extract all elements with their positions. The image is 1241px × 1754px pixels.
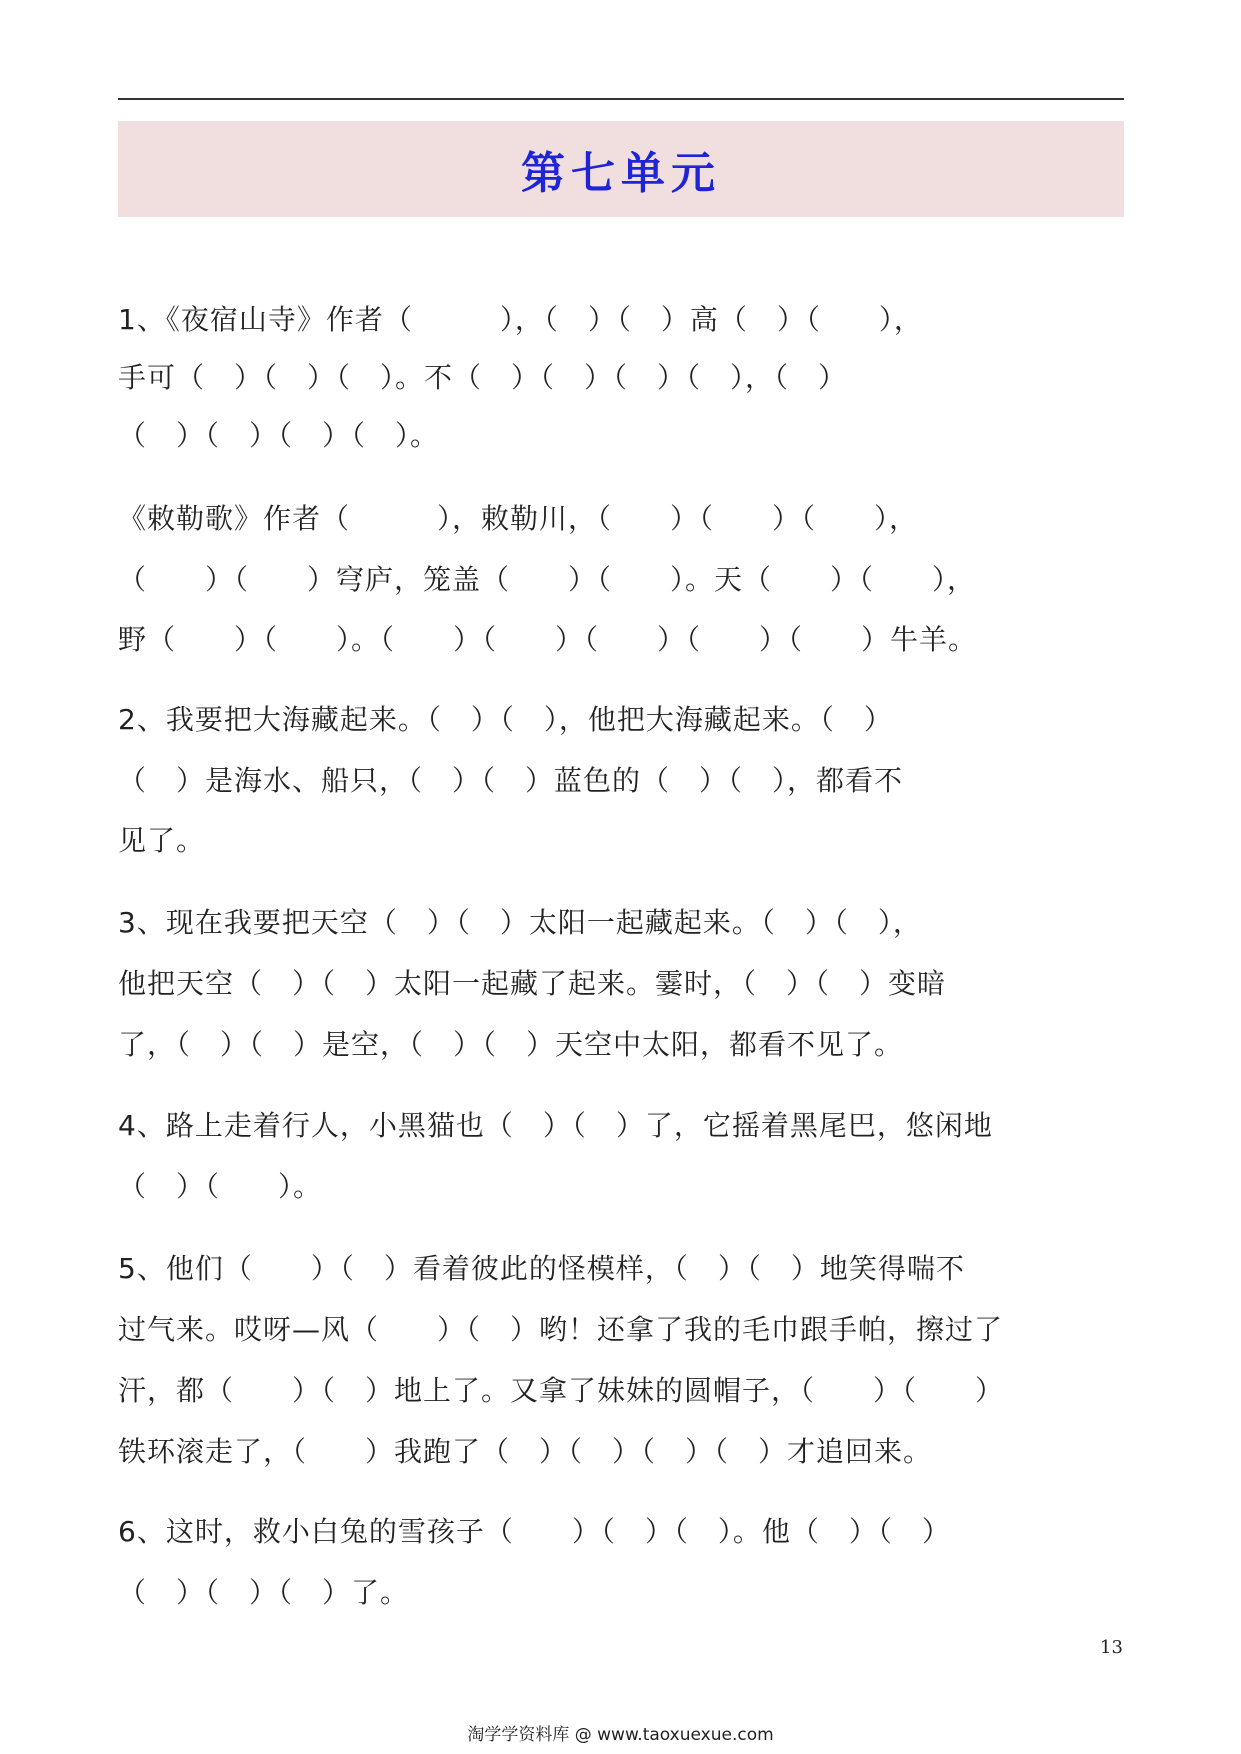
text-line: 了，（ ）（ ）是空，（ ）（ ）天空中太阳，都看不见了。 xyxy=(118,1028,904,1061)
text-line: （ ）（ ）。 xyxy=(118,1170,323,1203)
text-line: 野（ ）（ ）。（ ）（ ）（ ）（ ）（ ）牛羊。 xyxy=(118,623,978,656)
text-line: 1、《夜宿山寺》作者（ ），（ ）（ ）高（ ）（ ）， xyxy=(118,303,923,336)
text-line: 4、路上走着行人，小黑猫也（ ）（ ）了，它摇着黑尾巴，悠闲地 xyxy=(118,1109,993,1142)
text-line: 6、这时，救小白兔的雪孩子（ ）（ ）（ ）。他（ ）（ ） xyxy=(118,1515,951,1548)
top-rule xyxy=(118,98,1124,100)
text-line: 2、我要把大海藏起来。（ ）（ ），他把大海藏起来。（ ） xyxy=(118,703,893,736)
text-line: 他把天空（ ）（ ）太阳一起藏了起来。霎时，（ ）（ ）变暗 xyxy=(118,967,947,1000)
text-line: 见了。 xyxy=(118,824,206,857)
text-line: （ ）是海水、船只，（ ）（ ）蓝色的（ ）（ ），都看不 xyxy=(118,764,904,797)
text-line: 过气来。哎呀—风（ ）（ ）哟！还拿了我的毛巾跟手帕，擦过了 xyxy=(118,1313,1004,1346)
unit-banner xyxy=(118,121,1124,217)
text-line: 汗，都（ ）（ ）地上了。又拿了妹妹的圆帽子，（ ）（ ） xyxy=(118,1374,1005,1407)
text-line: 手可（ ）（ ）（ ）。不（ ）（ ）（ ）（ ），（ ） xyxy=(118,361,848,394)
unit-title: 第七单元 xyxy=(521,148,721,199)
text-line: 5、他们（ ）（ ）看着彼此的怪模样，（ ）（ ）地笑得喘不 xyxy=(118,1252,965,1285)
text-line: （ ）（ ）（ ）了。 xyxy=(118,1576,410,1609)
text-line: （ ）（ ）穹庐，笼盖（ ）（ ）。天（ ）（ ）， xyxy=(118,563,977,596)
footer-watermark: 淘学学资料库 @ www.taoxuexue.com xyxy=(467,1725,774,1745)
text-line: 《敕勒歌》作者（ ），敕勒川，（ ）（ ）（ ）， xyxy=(118,502,919,535)
page-number: 13 xyxy=(1100,1637,1123,1658)
text-line: 铁环滚走了，（ ）我跑了（ ）（ ）（ ）（ ）才追回来。 xyxy=(118,1435,933,1468)
text-line: （ ）（ ）（ ）（ ）。 xyxy=(118,419,440,452)
text-line: 3、现在我要把天空（ ）（ ）太阳一起藏起来。（ ）（ ）， xyxy=(118,906,922,939)
